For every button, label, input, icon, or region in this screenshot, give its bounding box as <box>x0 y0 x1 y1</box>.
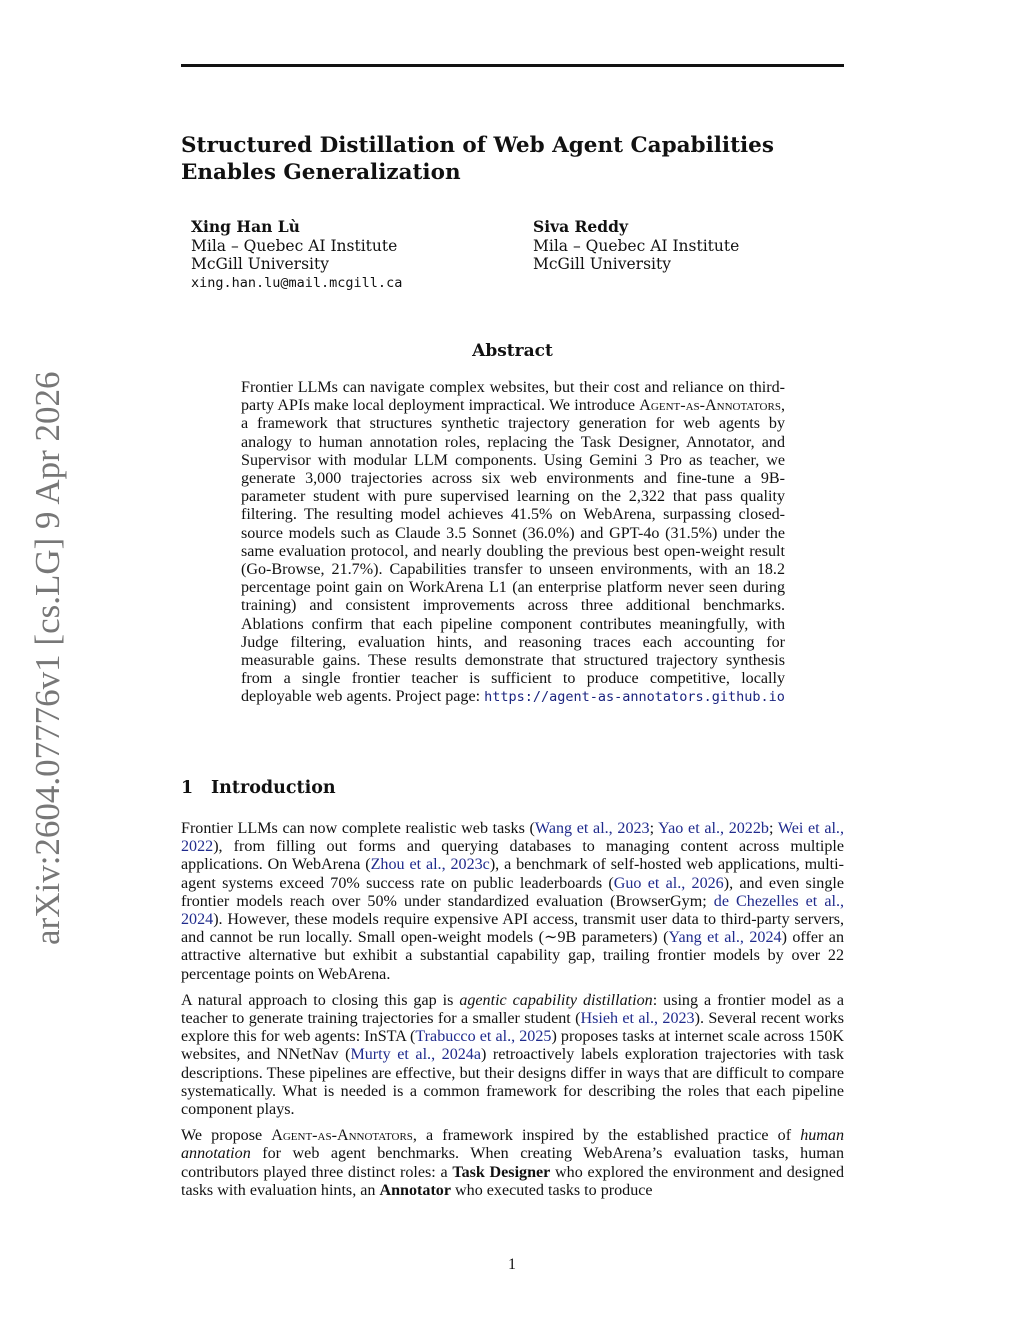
body-text: ). However, these models require expensive API access, transmit user data to third-party servers, and cannot be run locally. Small open-weight models (∼9B parameters) ( <box>181 911 844 947</box>
citation-link[interactable]: Yao et al., 2022b <box>658 820 769 837</box>
author-block-2 <box>533 218 739 274</box>
author-email[interactable]: xing.han.lu@mail.mcgill.ca <box>191 274 403 291</box>
abstract-body <box>241 379 785 707</box>
citation-link[interactable]: Yang et al., 2024 <box>668 929 782 947</box>
body-text: A natural approach to closing this gap is <box>181 991 460 1009</box>
author-name: Siva Reddy <box>533 217 628 236</box>
framework-name: Agent-as-Annotators <box>271 1127 413 1145</box>
paragraph <box>181 820 844 984</box>
paragraph <box>181 1127 844 1200</box>
project-page-link[interactable]: https://agent-as-annotators.github.io <box>484 689 785 706</box>
citation-link[interactable]: de Chezelles et al., 2024 <box>181 892 844 929</box>
citation-link[interactable]: Guo et al., 2026 <box>613 874 724 892</box>
bold-term: Annotator <box>379 1181 451 1199</box>
emphasis-text: human annotation <box>181 1127 844 1163</box>
body-text: who explored the environment and designed tasks with evaluation hints, an <box>181 1163 845 1199</box>
citation-link[interactable]: Trabucco et al., 2025 <box>415 1028 552 1046</box>
citation-link[interactable]: Wang et al., 2023 <box>534 820 650 837</box>
section-heading-introduction <box>181 778 336 798</box>
body-text: ; <box>768 820 778 837</box>
body-text: , a framework inspired by the established practice of <box>412 1127 801 1145</box>
arxiv-identifier-stamp: arXiv:2604.07776v1 [cs.LG] 9 Apr 2026 <box>28 371 67 945</box>
body-text: ). Several recent works explore this for web agents: InSTA ( <box>181 1010 844 1046</box>
citation-link[interactable]: Wei et al., 2022 <box>181 820 844 856</box>
section-title: Introduction <box>211 778 336 798</box>
body-text: ; <box>649 820 659 837</box>
emphasis-text: agentic capability distillation <box>459 991 653 1009</box>
header-rule <box>181 64 844 67</box>
citation-link[interactable]: Murty et al., 2024a <box>350 1046 481 1064</box>
section-number: 1 <box>181 778 194 798</box>
framework-name: Agent-as-Annotators <box>639 397 781 415</box>
author-affiliation: McGill University <box>191 255 329 273</box>
body-text: ) retroactively labels exploration trajectories with task descriptions. These pipelines are effective, but their designs differ in ways that are difficult to compare systematically. What is needed is a common framework for describing the roles that each pipeline component plays. <box>181 1046 844 1119</box>
author-block-1 <box>191 218 402 292</box>
author-affiliation: Mila – Quebec AI Institute <box>191 236 398 255</box>
citation-link[interactable]: Hsieh et al., 2023 <box>580 1010 695 1028</box>
author-name: Xing Han Lù <box>191 217 300 236</box>
abstract-heading: Abstract <box>472 341 553 361</box>
author-affiliation: McGill University <box>533 255 671 273</box>
introduction-body <box>181 820 844 1208</box>
body-text: : using a frontier model as a teacher to generate training trajectories for a smaller student ( <box>181 991 845 1028</box>
page-number: 1 <box>508 1256 516 1273</box>
abstract-text: , a framework that structures synthetic trajectory generation for web agents by analogy to human annotation roles, replacing the Task Designer, Annotator, and Supervisor with modular LLM components. Using Gemini 3 Pro as teacher, we generate 3,000 trajectories across six web environments and fine-tune a 9B-parameter student with pure supervised learning on the 2,322 that pass quality filtering. The resulting model achieves 41.5% on WebArena, surpassing closed-source models such as Claude 3.5 Sonnet (36.0%) and GPT-4o (31.5%) under the same evaluation protocol, and nearly doubling the previous best open-weight result (Go-Browse, 21.7%). Capabilities transfer to unseen environments, with an 18.2 percentage point gain on WorkArena L1 (an enterprise platform never seen during training) and consistent improvements across three additional benchmarks. Ablations confirm that each pipeline component contributes meaningfully, with Judge filtering, evaluation hints, and reasoning traces each accounting for measurable gains. These results demonstrate that structured trajectory synthesis from a single frontier teacher is sufficient to produce competitive, locally deployable web agents. Project page: <box>241 397 785 706</box>
body-text: We propose <box>181 1127 272 1145</box>
body-text: ) offer an attractive alternative but exhibit a substantial capability gap, trailing frontier models by over 22 percentage points on WebArena. <box>181 929 844 983</box>
body-text: ) proposes tasks at internet scale across 150K websites, and NNetNav ( <box>181 1028 844 1064</box>
author-affiliation: Mila – Quebec AI Institute <box>533 236 740 255</box>
title-line-1: Structured Distillation of Web Agent Capabilities <box>181 133 774 158</box>
citation-link[interactable]: Zhou et al., 2023c <box>370 856 490 874</box>
abstract-text: Frontier LLMs can navigate complex websites, but their cost and reliance on third-party APIs make local deployment impractical. We introduce <box>241 379 785 415</box>
bold-term: Task Designer <box>452 1163 551 1181</box>
paper-title <box>181 132 861 186</box>
body-text: for web agent benchmarks. When creating WebArena’s evaluation tasks, human contributors played three distinct roles: a <box>181 1145 844 1181</box>
body-text: ), and even single frontier models reach over 50% under standardized evaluation (BrowserGym; <box>181 874 844 910</box>
body-text: ), a benchmark of self-hosted web applications, multi-agent systems exceed 70% success rate on public leaderboards ( <box>181 856 844 892</box>
body-text: Frontier LLMs can now complete realistic web tasks ( <box>181 820 535 837</box>
title-line-2: Enables Generalization <box>181 160 461 185</box>
body-text: ), from filling out forms and querying databases to managing content across multiple applications. On WebArena ( <box>181 838 844 874</box>
paragraph <box>181 992 844 1119</box>
body-text: who executed tasks to produce <box>451 1181 653 1199</box>
